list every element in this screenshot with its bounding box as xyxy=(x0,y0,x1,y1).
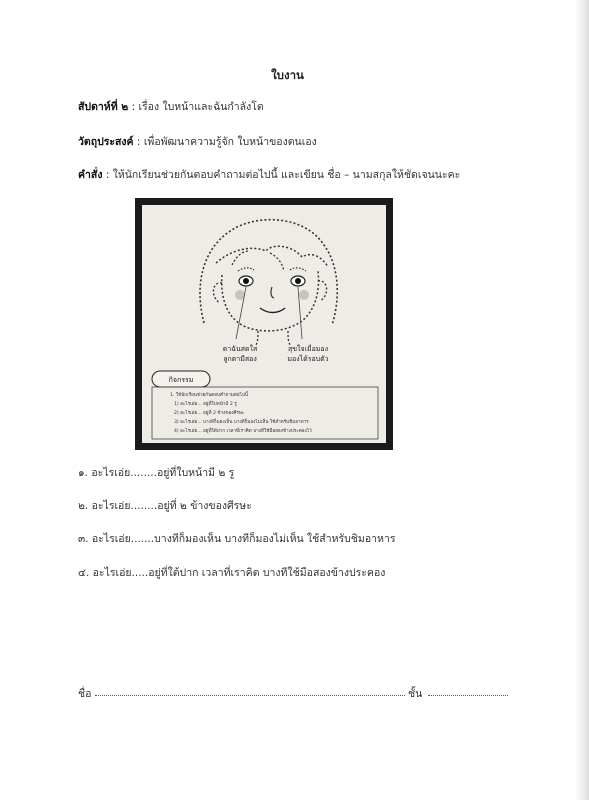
question-3: ๓. อะไรเอ่ย.......บางทีก็มองเห็น บางทีก็มองไม่เห็น ใช้สำหรับชิมอาหาร xyxy=(78,533,396,545)
class-blank-line[interactable] xyxy=(428,695,508,696)
question-1: ๑. อะไรเอ่ย........อยู่ที่ใบหน้ามี ๒ รู xyxy=(78,467,235,479)
activity-line-5: 4) อะไรเอ่ย... อยู่ที่ใต้ปาก เวลาที่เราคิด บางทีใช้มือสองข้างประคองไว้ xyxy=(174,429,312,434)
activity-title: กิจกรรม xyxy=(168,376,194,384)
picture-label-left-1: ตาฉันสดใส xyxy=(222,345,258,353)
instruction-line xyxy=(78,166,460,183)
question-2: ๒. อะไรเอ่ย........อยู่ที่ ๒ ข้างของศีรษะ xyxy=(78,500,252,512)
activity-line-3: 2) อะไรเอ่ย... อยู่ที่ 2 ข้างของศีรษะ xyxy=(174,411,245,416)
week-colon: : xyxy=(131,101,136,113)
page-edge-shadow xyxy=(575,0,589,800)
name-blank-line[interactable] xyxy=(95,695,405,696)
worksheet-title: ใบงาน xyxy=(271,68,304,82)
week-label: สัปดาห์ที่ ๒ xyxy=(78,101,129,113)
week-topic: เรื่อง ใบหน้าและฉันกำลังโต xyxy=(138,101,264,113)
instruction-text: ให้นักเรียนช่วยกันตอบคำถามต่อไปนี้ และเขียน ชื่อ – นามสกุลให้ชัดเจนนะคะ xyxy=(112,169,461,181)
name-label: ชื่อ xyxy=(78,688,92,700)
objective-text: เพื่อพัฒนาความรู้จัก ใบหน้าของตนเอง xyxy=(143,136,317,148)
picture-paper xyxy=(142,205,386,443)
instruction-label: คำสั่ง xyxy=(78,169,103,181)
picture-label-right-1: สุขใจเมื่อมอง xyxy=(287,345,329,353)
objective-line xyxy=(78,133,317,150)
face-worksheet-picture xyxy=(135,198,393,450)
class-label: ชั้น xyxy=(408,688,423,700)
picture-label-right-2: มองได้รอบตัว xyxy=(287,355,329,363)
activity-line-4: 3) อะไรเอ่ย... บางทีก็มองเห็น บางทีก็มองไม่เห็น ใช้สำหรับชิมอาหาร xyxy=(174,420,309,425)
objective-label: วัตถุประสงค์ xyxy=(78,136,134,148)
activity-line-2: 1) อะไรเอ่ย... อยู่ที่ใบหน้ามี 2 รู xyxy=(174,402,237,407)
objective-colon: : xyxy=(136,136,141,148)
face-drawing xyxy=(142,205,386,443)
picture-label-left-2: ลูกตามีสอง xyxy=(223,355,257,363)
question-4: ๔. อะไรเอ่ย.....อยู่ที่ใต้ปาก เวลาที่เราคิด บางทีใช้มือสองข้างประคอง xyxy=(78,567,386,579)
week-line xyxy=(78,98,264,115)
activity-line-1: 1. ให้นักเรียนช่วยกันตอบคำถามต่อไปนี้ xyxy=(170,393,249,398)
instruction-colon: : xyxy=(105,169,110,181)
